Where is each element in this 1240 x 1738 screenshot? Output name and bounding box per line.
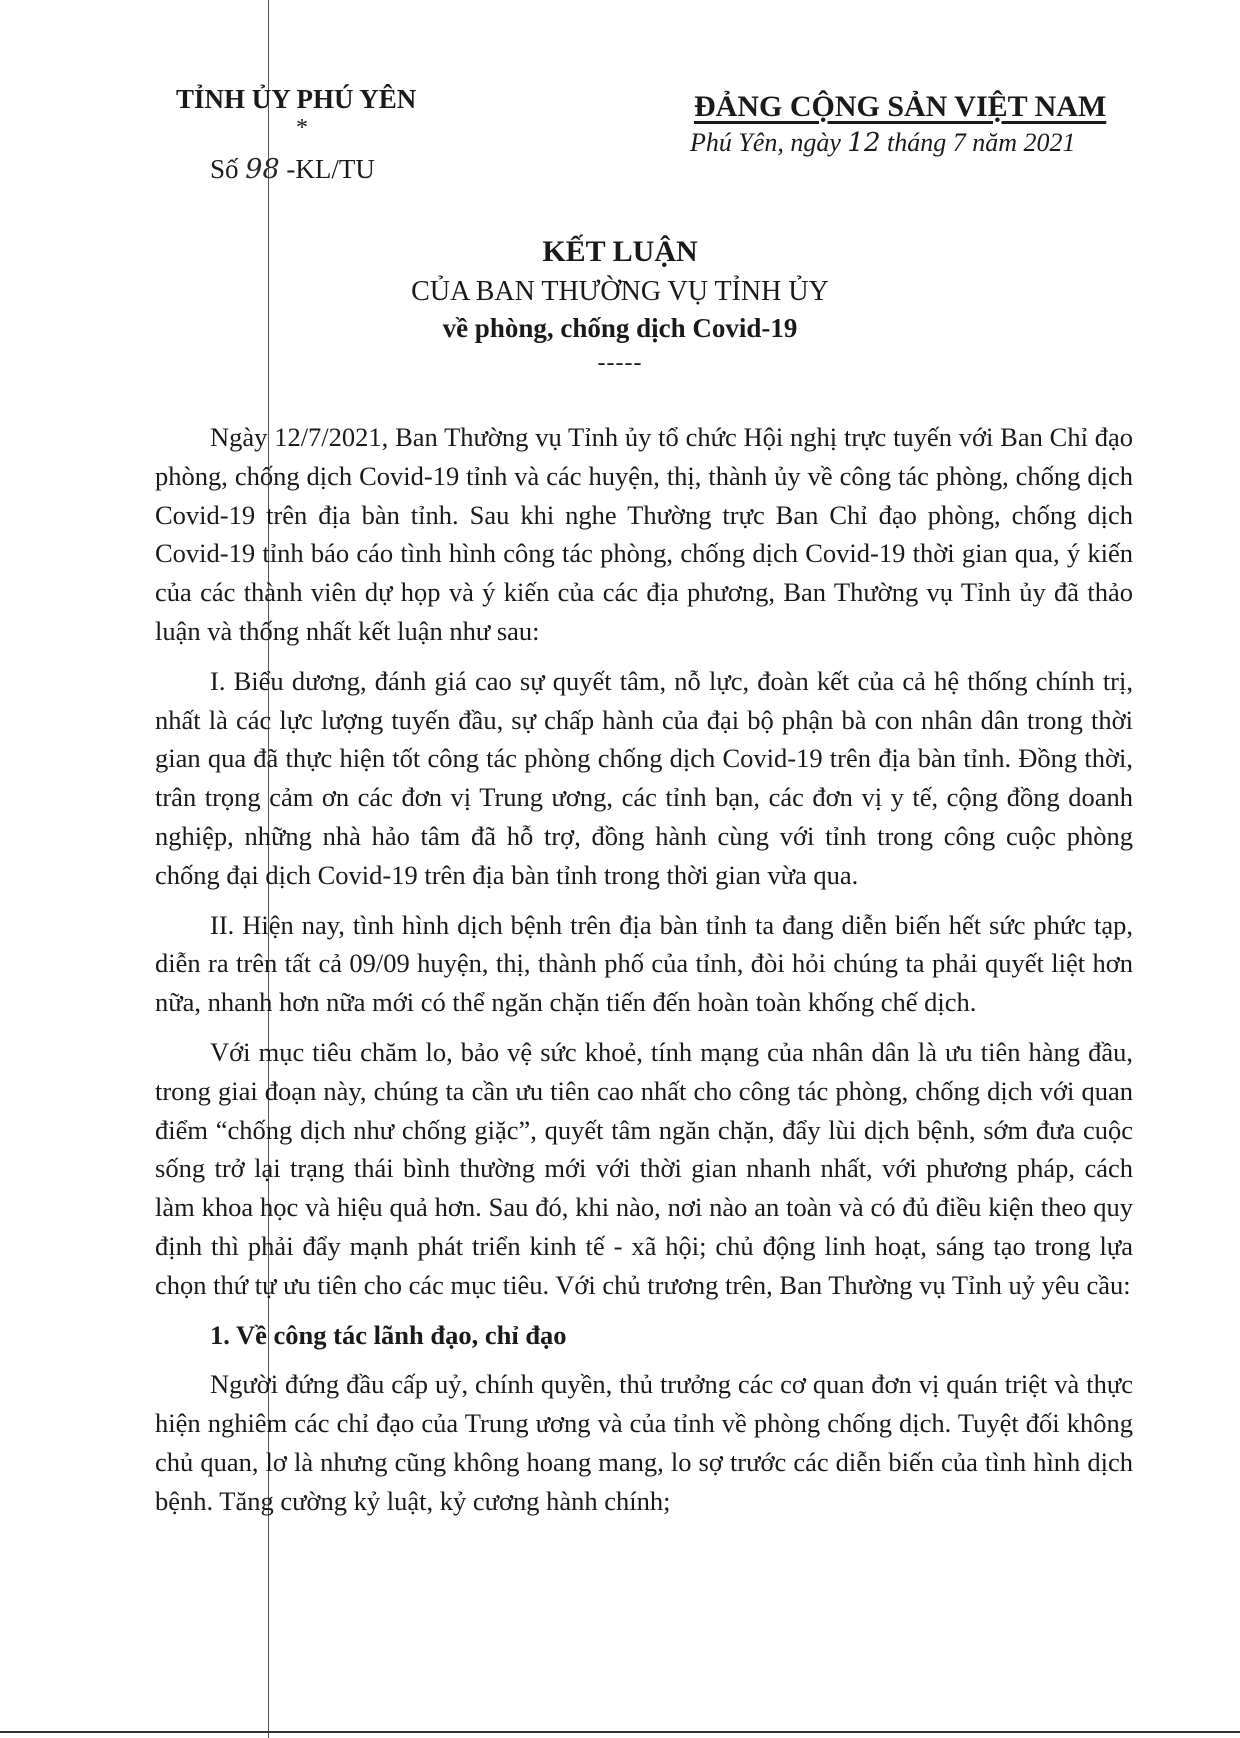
date-suffix: tháng 7 năm 2021	[880, 128, 1076, 157]
date-prefix: Phú Yên, ngày	[690, 128, 848, 157]
issuing-organization: TỈNH ỦY PHÚ YÊN	[176, 84, 417, 114]
date-day-handwritten: 12	[847, 128, 881, 158]
document-number-prefix: Số	[210, 154, 246, 184]
paragraph-section-ii: II. Hiện nay, tình hình dịch bệnh trên địa bàn tỉnh ta đang diễn biến hết sức phức tạp, diễn ra trên tất cả 09/09 huyện, thị, thành phố của tỉnh, đòi hỏi chúng ta phải quyết liệt hơn nữa, nhanh hơn nữa mới có thể ngăn chặn tiến đến hoàn toàn khống chế dịch.	[155, 909, 1133, 1018]
paragraph-section-1: Người đứng đầu cấp uỷ, chính quyền, thủ trưởng các cơ quan đơn vị quán triệt và thực hiện nghiêm các chỉ đạo của Trung ương và của tỉnh về phòng chống dịch. Tuyệt đối không chủ quan, lơ là nhưng cũng không hoang mang, lo sợ trước các diễn biến của tình hình dịch bệnh. Tăng cường kỷ luật, kỷ cương hành chính;	[155, 1369, 1133, 1516]
title-separator: -----	[597, 350, 643, 376]
document-number-suffix: -KL/TU	[279, 154, 375, 184]
issue-date	[690, 128, 1076, 158]
section-1-heading: 1. Về công tác lãnh đạo, chỉ đạo	[210, 1319, 567, 1350]
party-name: ĐẢNG CỘNG SẢN VIỆT NAM	[694, 90, 1107, 123]
star-mark: *	[296, 115, 308, 141]
paragraph-section-i: I. Biểu dương, đánh giá cao sự quyết tâm, nỗ lực, đoàn kết của cả hệ thống chính trị, nhất là các lực lượng tuyến đầu, sự chấp hành của đại bộ phận bà con nhân dân trong thời gian qua đã thực hiện tốt công tác phòng chống dịch Covid-19 trên địa bàn tỉnh. Đồng thời, trân trọng cảm ơn các đơn vị Trung ương, các tỉnh bạn, các đơn vị y tế, cộng đồng doanh nghiệp, những nhà hảo tâm đã hỗ trợ, đồng hành cùng với tỉnh trong công cuộc phòng chống đại dịch Covid-19 trên địa bàn tỉnh trong thời gian vừa qua.	[155, 665, 1133, 890]
document-subtitle: CỦA BAN THƯỜNG VỤ TỈNH ỦY	[411, 276, 829, 307]
document-number	[210, 154, 375, 185]
paragraph-intro: Ngày 12/7/2021, Ban Thường vụ Tỉnh ủy tổ chức Hội nghị trực tuyến với Ban Chỉ đạo phòng, chống dịch Covid-19 tỉnh và các huyện, thị, thành ủy về công tác phòng, chống dịch Covid-19 trên địa bàn tỉnh. Sau khi nghe Thường trực Ban Chỉ đạo phòng, chống dịch Covid-19 tỉnh báo cáo tình hình công tác phòng, chống dịch Covid-19 thời gian qua, ý kiến của các thành viên dự họp và ý kiến của các địa phương, Ban Thường vụ Tỉnh ủy đã thảo luận và thống nhất kết luận như sau:	[155, 422, 1133, 646]
document-topic: về phòng, chống dịch Covid-19	[442, 313, 798, 343]
document-number-handwritten: 98	[245, 154, 280, 185]
document-body	[155, 418, 1133, 1532]
document-title: KẾT LUẬN	[542, 235, 698, 268]
scan-bottom-edge	[0, 1731, 1240, 1733]
paragraph-objectives: Với mục tiêu chăm lo, bảo vệ sức khoẻ, tính mạng của nhân dân là ưu tiên hàng đầu, trong giai đoạn này, chúng ta cần ưu tiên cao nhất cho công tác phòng, chống dịch với quan điểm “chống dịch như chống giặc”, quyết tâm ngăn chặn, đẩy lùi dịch bệnh, sớm đưa cuộc sống trở lại trạng thái bình thường mới với thời gian nhanh nhất, với phương pháp, cách làm khoa học và hiệu quả hơn. Sau đó, khi nào, nơi nào an toàn và có đủ điều kiện theo quy định thì phải đẩy mạnh phát triển kinh tế - xã hội; chủ động linh hoạt, sáng tạo trong lựa chọn thứ tự ưu tiên cho các mục tiêu. Với chủ trương trên, Ban Thường vụ Tỉnh uỷ yêu cầu:	[155, 1036, 1133, 1300]
